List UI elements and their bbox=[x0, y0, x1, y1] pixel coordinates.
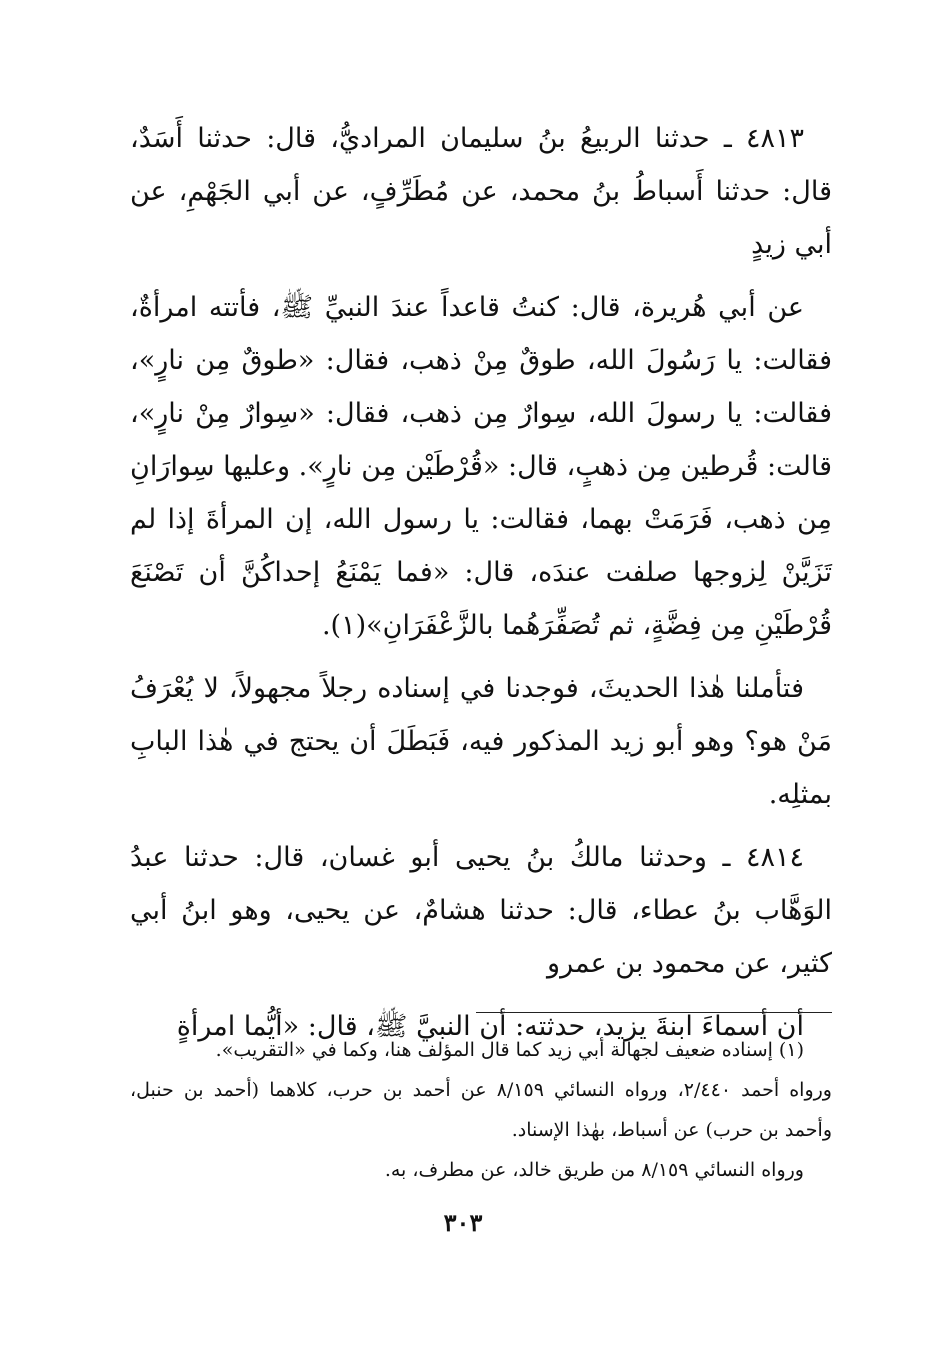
commentary-paragraph: فتأملنا هٰذا الحديثَ، فوجدنا في إسناده رجلاً مجهولاً، لا يُعْرَفُ مَنْ هو؟ وهو أبو زيد المذكور فيه، فَبَطَلَ أن يحتج في هٰذا البابِ بمثلِه. bbox=[130, 673, 832, 810]
hadith-4814-isnad: ٤٨١٤ ـ وحدثنا مالكُ بنُ يحيى أبو غسان، قال: حدثنا عبدُ الوَهَّاب بنُ عطاء، قال: حدثنا هشامٌ، عن يحيى، وهو ابنُ أبي كثير، عن محمود بن عمرو bbox=[130, 842, 832, 979]
footnotes bbox=[130, 1030, 832, 1190]
hadith-4814-matn: أن أسماءَ ابنةَ يزيد، حدثته: أن النبيَّ ﷺ، قال: «أيُّما امرأةٍ bbox=[176, 1011, 804, 1042]
footnote-1-continued: ورواه أحمد ٢/٤٤٠، ورواه النسائي ٨/١٥٩ عن أحمد بن حرب، كلاهما (أحمد بن حنبل، وأحمد بن حرب) عن أسباط، بهٰذا الإسناد. bbox=[130, 1079, 832, 1141]
hadith-4813-isnad: ٤٨١٣ ـ حدثنا الربيعُ بنُ سليمان المراديُّ، قال: حدثنا أَسَدٌ، قال: حدثنا أَسباطُ بنُ محمد، عن مُطَرِّفٍ، عن أبي الجَهْمِ، عن أبي زيدٍ bbox=[130, 123, 832, 260]
main-text bbox=[130, 112, 832, 1063]
footnote-1-continued-2: ورواه النسائي ٨/١٥٩ من طريق خالد، عن مطرف، به. bbox=[384, 1159, 804, 1181]
footnote-1: (١) إسناده ضعيف لجهالة أبي زيد كما قال المؤلف هنا، وكما في «التقريب». bbox=[215, 1039, 804, 1061]
page-number: ٣٠٣ bbox=[443, 1208, 483, 1237]
hadith-4813-matn: عن أبي هُريرة، قال: كنتُ قاعداً عندَ النبيِّ ﷺ، فأتته امرأةٌ، فقالت: يا رَسُولَ الله، طوقٌ مِنْ ذهب، فقال: «طوقٌ مِن نارٍ»، فقالت: يا رسولَ الله، سِوارٌ مِن ذهب، فقال: «سِوارٌ مِنْ نارٍ»، قالت: قُرطين مِن ذهبٍ، قال: «قُرْطَيْن مِن نارٍ». وعليها سِوارَانِ مِن ذهب، فَرَمَتْ بهما، فقالت: يا رسول الله، إن المرأةَ إذا لم تَزَيَّنْ لِزوجها صلفت عندَه، قال: «فما يَمْنَعُ إحداكُنَّ أن تَصْنَعَ قُرْطَيْنِ مِن فِضَّةٍ، ثم تُصَفِّرَهُما بالزَّعْفَرَانِ»(١). bbox=[130, 292, 832, 641]
footnote-divider bbox=[476, 1012, 832, 1013]
